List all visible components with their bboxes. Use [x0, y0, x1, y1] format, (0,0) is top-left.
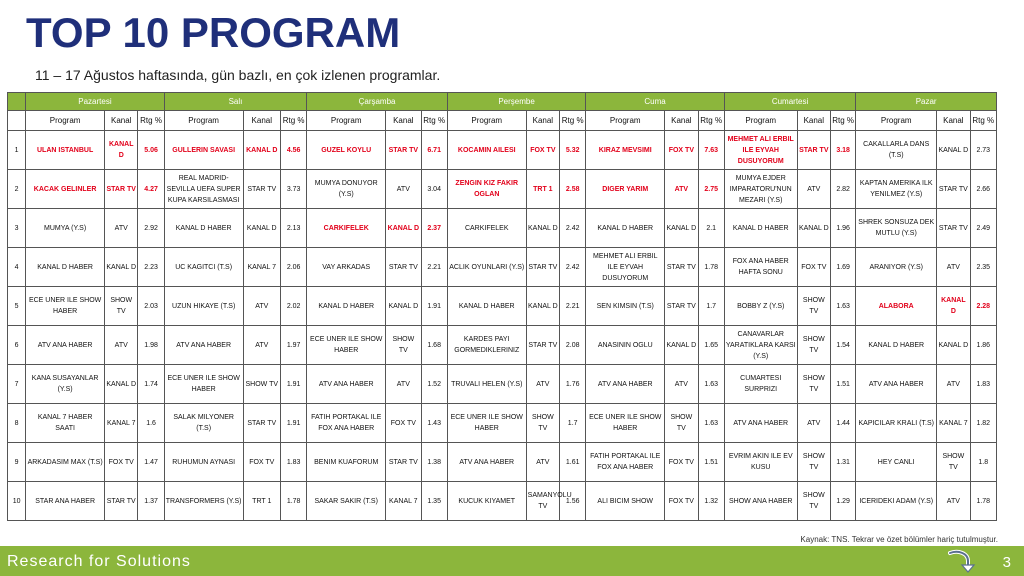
- rating-cell: 1.68: [421, 326, 447, 365]
- rating-cell: 1.78: [698, 248, 724, 287]
- channel-cell: ATV: [797, 404, 830, 443]
- rating-cell: 2.92: [138, 209, 164, 248]
- rating-cell: 2.06: [280, 248, 306, 287]
- program-cell: ARKADASIM MAX (T.S): [26, 443, 105, 482]
- table-row: [8, 248, 997, 287]
- rating-cell: 7.63: [698, 131, 724, 170]
- program-cell: FATIH PORTAKAL ILE FOX ANA HABER: [586, 443, 665, 482]
- program-cell: KANAL D HABER: [26, 248, 105, 287]
- program-cell: CUMARTESI SURPRIZI: [724, 365, 797, 404]
- program-cell: ATV ANA HABER: [724, 404, 797, 443]
- rating-cell: 2.03: [138, 287, 164, 326]
- program-cell: CAKALLARLA DANS (T.S): [856, 131, 937, 170]
- channel-cell: ATV: [386, 365, 421, 404]
- rating-cell: 1.83: [970, 365, 996, 404]
- column-header-row: [8, 111, 997, 131]
- program-cell: DIGER YARIM: [586, 170, 665, 209]
- program-cell: RUHUMUN AYNASI: [164, 443, 243, 482]
- channel-cell: FOX TV: [105, 443, 138, 482]
- rating-cell: 1.91: [280, 365, 306, 404]
- page-title: TOP 10 PROGRAM: [26, 9, 401, 56]
- program-cell: KIRAZ MEVSIMI: [586, 131, 665, 170]
- rating-cell: 1.86: [970, 326, 996, 365]
- channel-cell: STAR TV: [105, 482, 138, 521]
- program-cell: ECE UNER ILE SHOW HABER: [26, 287, 105, 326]
- channel-cell: KANAL D: [243, 209, 280, 248]
- program-cell: TRUVALI HELEN (Y.S): [447, 365, 526, 404]
- rating-cell: 1.63: [698, 365, 724, 404]
- col-header-program: Program: [856, 111, 937, 131]
- rating-cell: 1.63: [698, 404, 724, 443]
- program-cell: KACAK GELINLER: [26, 170, 105, 209]
- rating-cell: 1.54: [830, 326, 855, 365]
- rating-cell: 2.49: [970, 209, 996, 248]
- channel-cell: STAR TV: [105, 170, 138, 209]
- col-header-program: Program: [586, 111, 665, 131]
- program-cell: KANAL D HABER: [856, 326, 937, 365]
- rating-cell: 2.42: [560, 248, 586, 287]
- program-cell: SALAK MILYONER (T.S): [164, 404, 243, 443]
- rating-cell: 1.97: [280, 326, 306, 365]
- rank-cell: 10: [8, 482, 26, 521]
- channel-cell: SHOW TV: [797, 287, 830, 326]
- channel-cell: KANAL D: [386, 287, 421, 326]
- table-row: [8, 131, 997, 170]
- page-number: 3: [1002, 554, 1011, 571]
- col-header-program: Program: [447, 111, 526, 131]
- rating-cell: 2.58: [560, 170, 586, 209]
- channel-cell: STAR TV: [665, 248, 698, 287]
- source-note: Kaynak: TNS. Tekrar ve özet bölümler hariç tutulmuştur.: [800, 535, 998, 544]
- channel-cell: STAR TV: [665, 287, 698, 326]
- rating-cell: 6.71: [421, 131, 447, 170]
- channel-cell: SHOW TV: [105, 287, 138, 326]
- program-cell: SEN KIMSIN (T.S): [586, 287, 665, 326]
- rating-cell: 2.21: [560, 287, 586, 326]
- program-cell: BENIM KUAFORUM: [307, 443, 386, 482]
- channel-cell: KANAL D: [243, 131, 280, 170]
- program-cell: BOBBY Z (Y.S): [724, 287, 797, 326]
- channel-cell: KANAL D: [937, 131, 970, 170]
- program-cell: GUZEL KOYLU: [307, 131, 386, 170]
- rating-cell: 1.63: [830, 287, 855, 326]
- program-cell: ICERIDEKI ADAM (Y.S): [856, 482, 937, 521]
- rank-cell: 1: [8, 131, 26, 170]
- channel-cell: SHOW TV: [665, 404, 698, 443]
- channel-cell: ATV: [937, 482, 970, 521]
- rating-cell: 1.91: [421, 287, 447, 326]
- program-cell: CANAVARLAR YARATIKLARA KARSI (Y.S): [724, 326, 797, 365]
- channel-cell: ATV: [665, 365, 698, 404]
- program-cell: ATV ANA HABER: [856, 365, 937, 404]
- channel-cell: FOX TV: [665, 131, 698, 170]
- channel-cell: FOX TV: [665, 443, 698, 482]
- corner-cell: [8, 93, 26, 111]
- channel-cell: STAR TV: [937, 209, 970, 248]
- channel-cell: FOX TV: [386, 404, 421, 443]
- program-cell: MEHMET ALI ERBIL ILE EYVAH DUSUYORUM: [586, 248, 665, 287]
- channel-cell: STAR TV: [386, 131, 421, 170]
- rating-cell: 1.61: [560, 443, 586, 482]
- col-header-program: Program: [26, 111, 105, 131]
- program-cell: KANA SUSAYANLAR (Y.S): [26, 365, 105, 404]
- col-header-kanal: Kanal: [797, 111, 830, 131]
- program-cell: CARKIFELEK: [307, 209, 386, 248]
- rating-cell: 1.82: [970, 404, 996, 443]
- rating-cell: 1.65: [698, 326, 724, 365]
- program-cell: SHREK SONSUZA DEK MUTLU (Y.S): [856, 209, 937, 248]
- rating-cell: 2.13: [280, 209, 306, 248]
- program-cell: ECE UNER ILE SHOW HABER: [307, 326, 386, 365]
- program-cell: SHOW ANA HABER: [724, 482, 797, 521]
- rating-cell: 1.78: [280, 482, 306, 521]
- program-cell: STAR ANA HABER: [26, 482, 105, 521]
- col-header-rtg: Rtg %: [560, 111, 586, 131]
- rating-cell: 1.29: [830, 482, 855, 521]
- channel-cell: TRT 1: [526, 170, 559, 209]
- rank-cell: 4: [8, 248, 26, 287]
- return-arrow-icon[interactable]: [944, 549, 976, 575]
- rating-cell: 1.96: [830, 209, 855, 248]
- col-header-program: Program: [307, 111, 386, 131]
- day-header: Perşembe: [447, 93, 586, 111]
- channel-cell: SHOW TV: [243, 365, 280, 404]
- col-header-rtg: Rtg %: [280, 111, 306, 131]
- rating-cell: 1.98: [138, 326, 164, 365]
- col-header-rtg: Rtg %: [698, 111, 724, 131]
- rating-cell: 1.51: [830, 365, 855, 404]
- channel-cell: KANAL D: [386, 209, 421, 248]
- rating-cell: 1.8: [970, 443, 996, 482]
- channel-cell: ATV: [105, 209, 138, 248]
- rating-cell: 1.78: [970, 482, 996, 521]
- channel-cell: STAR TV: [526, 326, 559, 365]
- col-header-kanal: Kanal: [937, 111, 970, 131]
- program-cell: KAPICILAR KRALI (T.S): [856, 404, 937, 443]
- rating-cell: 2.28: [970, 287, 996, 326]
- program-cell: ATV ANA HABER: [586, 365, 665, 404]
- channel-cell: STAR TV: [797, 131, 830, 170]
- program-cell: EVRIM AKIN ILE EV KUSU: [724, 443, 797, 482]
- col-header-rtg: Rtg %: [421, 111, 447, 131]
- program-cell: MUMYA (Y.S): [26, 209, 105, 248]
- channel-cell: ATV: [937, 248, 970, 287]
- channel-cell: KANAL D: [526, 287, 559, 326]
- rating-cell: 1.37: [138, 482, 164, 521]
- channel-cell: ATV: [105, 326, 138, 365]
- rating-cell: 2.23: [138, 248, 164, 287]
- program-cell: REAL MADRID-SEVILLA UEFA SUPER KUPA KARSILASMASI: [164, 170, 243, 209]
- channel-cell: STAR TV: [386, 248, 421, 287]
- channel-cell: KANAL D: [526, 209, 559, 248]
- channel-cell: KANAL D: [665, 209, 698, 248]
- channel-cell: STAR TV: [937, 170, 970, 209]
- day-header: Çarşamba: [307, 93, 448, 111]
- program-cell: TRANSFORMERS (Y.S): [164, 482, 243, 521]
- table-row: [8, 170, 997, 209]
- rating-cell: 1.43: [421, 404, 447, 443]
- rating-cell: 3.18: [830, 131, 855, 170]
- channel-cell: KANAL D: [937, 287, 970, 326]
- program-cell: UC KAGITCI (T.S): [164, 248, 243, 287]
- rank-header-cell: [8, 111, 26, 131]
- col-header-kanal: Kanal: [105, 111, 138, 131]
- col-header-kanal: Kanal: [665, 111, 698, 131]
- channel-cell: SHOW TV: [797, 482, 830, 521]
- rating-cell: 2.35: [970, 248, 996, 287]
- rating-cell: 2.82: [830, 170, 855, 209]
- rating-cell: 1.32: [698, 482, 724, 521]
- rank-cell: 5: [8, 287, 26, 326]
- rating-cell: 1.47: [138, 443, 164, 482]
- channel-cell: ATV: [243, 287, 280, 326]
- channel-cell: FOX TV: [526, 131, 559, 170]
- rank-cell: 2: [8, 170, 26, 209]
- program-cell: ATV ANA HABER: [164, 326, 243, 365]
- table-row: [8, 404, 997, 443]
- day-header: Pazar: [856, 93, 997, 111]
- channel-cell: KANAL D: [937, 326, 970, 365]
- rating-cell: 1.91: [280, 404, 306, 443]
- rating-cell: 5.06: [138, 131, 164, 170]
- channel-cell: STAR TV: [386, 443, 421, 482]
- channel-cell: ATV: [937, 365, 970, 404]
- day-header: Salı: [164, 93, 307, 111]
- page-subtitle: 11 – 17 Ağustos haftasında, gün bazlı, en çok izlenen programlar.: [35, 67, 441, 83]
- channel-cell: ATV: [386, 170, 421, 209]
- program-cell: KANAL D HABER: [164, 209, 243, 248]
- channel-cell: FOX TV: [797, 248, 830, 287]
- rating-cell: 2.37: [421, 209, 447, 248]
- program-cell: KUCUK KIYAMET: [447, 482, 526, 521]
- rating-cell: 1.69: [830, 248, 855, 287]
- channel-cell: SHOW TV: [526, 404, 559, 443]
- channel-cell: ATV: [243, 326, 280, 365]
- program-cell: KOCAMIN AILESI: [447, 131, 526, 170]
- rating-cell: 2.1: [698, 209, 724, 248]
- program-cell: SAKAR SAKIR (T.S): [307, 482, 386, 521]
- rating-cell: 4.56: [280, 131, 306, 170]
- table-row: [8, 365, 997, 404]
- program-cell: ALI BICIM SHOW: [586, 482, 665, 521]
- top10-table: [7, 92, 997, 521]
- channel-cell: KANAL D: [665, 326, 698, 365]
- channel-cell: SHOW TV: [797, 326, 830, 365]
- channel-cell: STAR TV: [526, 248, 559, 287]
- table-row: [8, 326, 997, 365]
- rating-cell: 2.75: [698, 170, 724, 209]
- rank-cell: 3: [8, 209, 26, 248]
- rating-cell: 4.27: [138, 170, 164, 209]
- channel-cell: FOX TV: [243, 443, 280, 482]
- rating-cell: 2.08: [560, 326, 586, 365]
- channel-cell: SAMANYOLU TV: [526, 482, 559, 521]
- rating-cell: 2.21: [421, 248, 447, 287]
- rating-cell: 1.31: [830, 443, 855, 482]
- rating-cell: 1.51: [698, 443, 724, 482]
- program-cell: ZENGIN KIZ FAKIR OGLAN: [447, 170, 526, 209]
- rating-cell: 1.6: [138, 404, 164, 443]
- rating-cell: 2.42: [560, 209, 586, 248]
- rating-cell: 1.76: [560, 365, 586, 404]
- rating-cell: 1.7: [698, 287, 724, 326]
- table-row: [8, 287, 997, 326]
- channel-cell: KANAL 7: [243, 248, 280, 287]
- day-header: Pazartesi: [26, 93, 165, 111]
- program-cell: KANAL 7 HABER SAATI: [26, 404, 105, 443]
- col-header-kanal: Kanal: [386, 111, 421, 131]
- channel-cell: SHOW TV: [386, 326, 421, 365]
- rank-cell: 6: [8, 326, 26, 365]
- day-header: Cumartesi: [724, 93, 855, 111]
- program-cell: ECE UNER ILE SHOW HABER: [164, 365, 243, 404]
- rank-cell: 9: [8, 443, 26, 482]
- col-header-rtg: Rtg %: [830, 111, 855, 131]
- rank-cell: 7: [8, 365, 26, 404]
- channel-cell: SHOW TV: [797, 443, 830, 482]
- rating-cell: 1.52: [421, 365, 447, 404]
- col-header-rtg: Rtg %: [970, 111, 996, 131]
- program-cell: MUMYA EJDER IMPARATORU'NUN MEZARI (Y.S): [724, 170, 797, 209]
- program-cell: ACLIK OYUNLARI (Y.S): [447, 248, 526, 287]
- program-cell: MEHMET ALI ERBIL ILE EYVAH DUSUYORUM: [724, 131, 797, 170]
- rating-cell: 5.32: [560, 131, 586, 170]
- program-cell: MUMYA DONUYOR (Y.S): [307, 170, 386, 209]
- rating-cell: 1.44: [830, 404, 855, 443]
- program-cell: FATIH PORTAKAL ILE FOX ANA HABER: [307, 404, 386, 443]
- table-row: [8, 443, 997, 482]
- day-header-row: [8, 93, 997, 111]
- rating-cell: 1.83: [280, 443, 306, 482]
- program-cell: ANASININ OGLU: [586, 326, 665, 365]
- channel-cell: KANAL 7: [386, 482, 421, 521]
- program-cell: ALABORA: [856, 287, 937, 326]
- channel-cell: SHOW TV: [937, 443, 970, 482]
- rating-cell: 3.04: [421, 170, 447, 209]
- channel-cell: KANAL D: [105, 131, 138, 170]
- col-header-kanal: Kanal: [243, 111, 280, 131]
- rating-cell: 2.02: [280, 287, 306, 326]
- channel-cell: ATV: [526, 443, 559, 482]
- rating-cell: 2.66: [970, 170, 996, 209]
- channel-cell: FOX TV: [665, 482, 698, 521]
- rating-cell: 1.7: [560, 404, 586, 443]
- channel-cell: STAR TV: [243, 170, 280, 209]
- program-cell: KANAL D HABER: [724, 209, 797, 248]
- col-header-kanal: Kanal: [526, 111, 559, 131]
- program-cell: GULLERIN SAVASI: [164, 131, 243, 170]
- rating-cell: 1.74: [138, 365, 164, 404]
- program-cell: CARKIFELEK: [447, 209, 526, 248]
- day-header: Cuma: [586, 93, 725, 111]
- footer-brand: Research for Solutions: [7, 553, 191, 570]
- channel-cell: KANAL 7: [105, 404, 138, 443]
- rating-cell: 2.73: [970, 131, 996, 170]
- channel-cell: KANAL D: [105, 365, 138, 404]
- program-cell: ATV ANA HABER: [26, 326, 105, 365]
- rating-cell: 1.38: [421, 443, 447, 482]
- rank-cell: 8: [8, 404, 26, 443]
- program-cell: VAY ARKADAS: [307, 248, 386, 287]
- program-cell: KAPTAN AMERIKA ILK YENILMEZ (Y.S): [856, 170, 937, 209]
- rating-cell: 1.56: [560, 482, 586, 521]
- program-cell: ECE UNER ILE SHOW HABER: [586, 404, 665, 443]
- channel-cell: ATV: [665, 170, 698, 209]
- col-header-program: Program: [724, 111, 797, 131]
- rating-cell: 3.73: [280, 170, 306, 209]
- col-header-program: Program: [164, 111, 243, 131]
- program-cell: KANAL D HABER: [586, 209, 665, 248]
- rating-cell: 1.35: [421, 482, 447, 521]
- channel-cell: STAR TV: [243, 404, 280, 443]
- program-cell: KARDES PAYI GORMEDIKLERINIZ: [447, 326, 526, 365]
- program-cell: ARANIYOR (Y.S): [856, 248, 937, 287]
- channel-cell: TRT 1: [243, 482, 280, 521]
- channel-cell: KANAL 7: [937, 404, 970, 443]
- program-cell: FOX ANA HABER HAFTA SONU: [724, 248, 797, 287]
- channel-cell: ATV: [797, 170, 830, 209]
- program-cell: KANAL D HABER: [447, 287, 526, 326]
- program-cell: ATV ANA HABER: [447, 443, 526, 482]
- channel-cell: SHOW TV: [797, 365, 830, 404]
- channel-cell: ATV: [526, 365, 559, 404]
- program-cell: UZUN HIKAYE (T.S): [164, 287, 243, 326]
- program-cell: HEY CANLI: [856, 443, 937, 482]
- channel-cell: KANAL D: [797, 209, 830, 248]
- program-cell: ECE UNER ILE SHOW HABER: [447, 404, 526, 443]
- program-cell: ULAN ISTANBUL: [26, 131, 105, 170]
- col-header-rtg: Rtg %: [138, 111, 164, 131]
- table-row: [8, 482, 997, 521]
- program-cell: ATV ANA HABER: [307, 365, 386, 404]
- program-cell: KANAL D HABER: [307, 287, 386, 326]
- channel-cell: KANAL D: [105, 248, 138, 287]
- table-row: [8, 209, 997, 248]
